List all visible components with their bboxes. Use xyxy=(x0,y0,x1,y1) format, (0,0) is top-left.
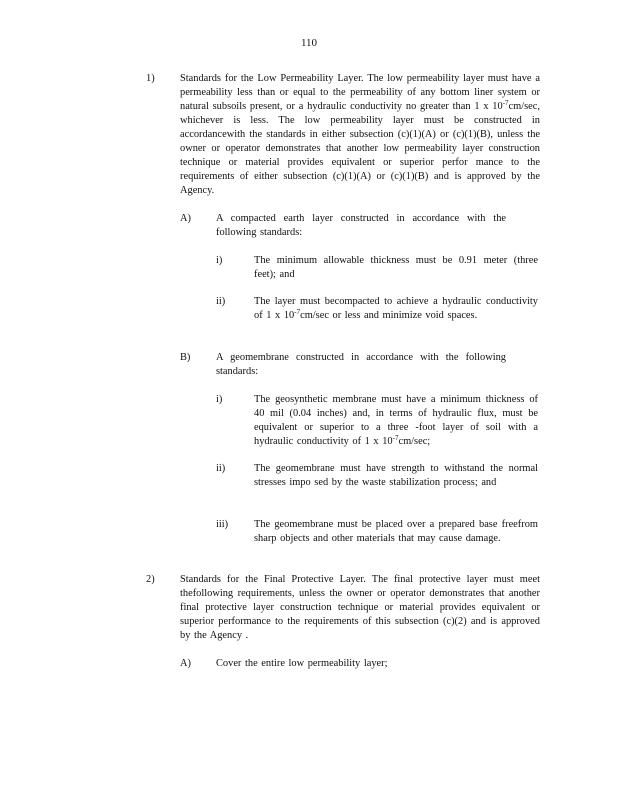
section-1b-ii-number: ii) xyxy=(216,463,226,474)
section-2a-text: Cover the entire low permeability layer; xyxy=(216,658,388,669)
section-2-number: 2) xyxy=(146,574,155,585)
section-2-text: Standards for the Final Protective Layer. The final protective layer must meet thefollowing requirements, unless the owner or operator demonstrates that another final protective layer construction technique or material provides equivalent or superior performance to the requirements of this subsection (c)(2) and is approved by the Agency . xyxy=(180,574,540,641)
section-1a-ii-text: The layer must becompacted to achieve a hydraulic conductivity of 1 x $10^{-7}cm/\sec$ or less and minimize void spaces. xyxy=(254,296,538,321)
section-1a-i-text: The minimum allowable thickness must be 0.91 meter (three feet); and xyxy=(254,255,538,280)
section-2a-number: A) xyxy=(180,658,191,669)
section-1b-text: A geomembrane constructed in accordance with the following standards: xyxy=(216,352,506,377)
section-1b-i-text: The geosynthetic membrane must have a minimum thickness of 40 mil (0.04 inches) and, in terms of hydraulic flux, must be equivalent or superior to a three -foot layer of soil with a hydraulic conductivity of 1 x $10^{-7}cm/\sec$; xyxy=(254,394,538,447)
section-1b-ii-text: The geomembrane must have strength to withstand the normal stresses impo sed by the waste stabilization process; and xyxy=(254,463,538,488)
section-1a-ii-number: ii) xyxy=(216,296,226,307)
section-1-number: 1) xyxy=(146,73,155,84)
section-1a-text: A compacted earth layer constructed in accordance with the following standards: xyxy=(216,213,506,238)
section-1b-iii-number: iii) xyxy=(216,519,229,530)
page-number: 110 xyxy=(300,37,318,49)
section-1a-number: A) xyxy=(180,213,191,224)
section-1b-iii-text: The geomembrane must be placed over a prepared base freefrom sharp objects and other materials that may cause damage. xyxy=(254,519,538,544)
section-1b-number: B) xyxy=(180,352,191,363)
section-1b-i-number: i) xyxy=(216,394,223,405)
section-1-text: Standards for the Low Permeability Layer. The low permeability layer must have a permeability less than or equal to the permeability of any bottom liner system or natural subsoils present, or a hydraulic conductivity no greater than 1 x $10^{-7}cm/\sec$, whichever is less. The low permeability layer must be constructed in accordancewith the standards in either subsection (c)(1)(A) or (c)(1)(B), unless the owner or operator demonstrates that another low permeability layer construction technique or material provides equivalent or superior perfor mance to the requirements of either subsection (c)(1)(A) or (c)(1)(B) and is approved by the Agency. xyxy=(180,73,540,196)
section-1a-i-number: i) xyxy=(216,255,223,266)
